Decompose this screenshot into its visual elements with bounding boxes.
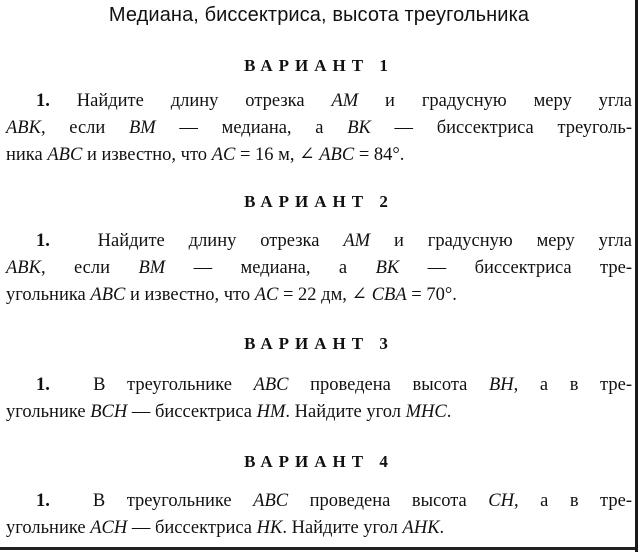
task-number: 1. xyxy=(36,91,50,111)
task-line: угольнике BCH — биссектриса HM. Найдите угол MHC. xyxy=(6,402,452,422)
variant-2-task xyxy=(6,228,632,309)
task-number: 1. xyxy=(36,231,50,251)
task-line: ника ABC и известно, что AC = 16 м, ∠ ABC = 84°. xyxy=(6,145,405,165)
task-number: 1. xyxy=(36,375,50,395)
task-line: 1. Найдите длину отрезка AM и градусную меру угла xyxy=(36,231,632,251)
task-line: 1. В треугольнике ABC проведена высота CH, а в тре- xyxy=(36,491,632,511)
task-line: 1. В треугольнике ABC проведена высота BH, а в тре- xyxy=(36,375,632,395)
task-line: ABK, если BM — медиана, а BK — биссектриса треуголь- xyxy=(6,118,632,138)
variant-2-heading: ВАРИАНТ 2 xyxy=(244,192,394,211)
variant-3-task xyxy=(6,372,632,426)
variant-1-heading: ВАРИАНТ 1 xyxy=(244,56,394,75)
variant-3-heading: ВАРИАНТ 3 xyxy=(244,334,394,353)
variant-1-task xyxy=(6,88,632,169)
task-line: угольника ABC и известно, что AC = 22 дм, ∠ CBA = 70°. xyxy=(6,285,457,305)
task-number: 1. xyxy=(36,491,50,511)
variant-4-task xyxy=(6,488,632,542)
variant-4-heading: ВАРИАНТ 4 xyxy=(244,452,394,471)
bottom-divider xyxy=(0,547,638,550)
task-line: 1. Найдите длину отрезка AM и градусную меру угла xyxy=(36,91,633,111)
task-line: ABK, если BM — медиана, а BK — биссектриса тре- xyxy=(6,258,632,278)
task-line: угольнике ACH — биссектриса HK. Найдите угол AHK. xyxy=(6,518,445,538)
page-title: Медиана, биссектриса, высота треугольника xyxy=(108,4,530,26)
